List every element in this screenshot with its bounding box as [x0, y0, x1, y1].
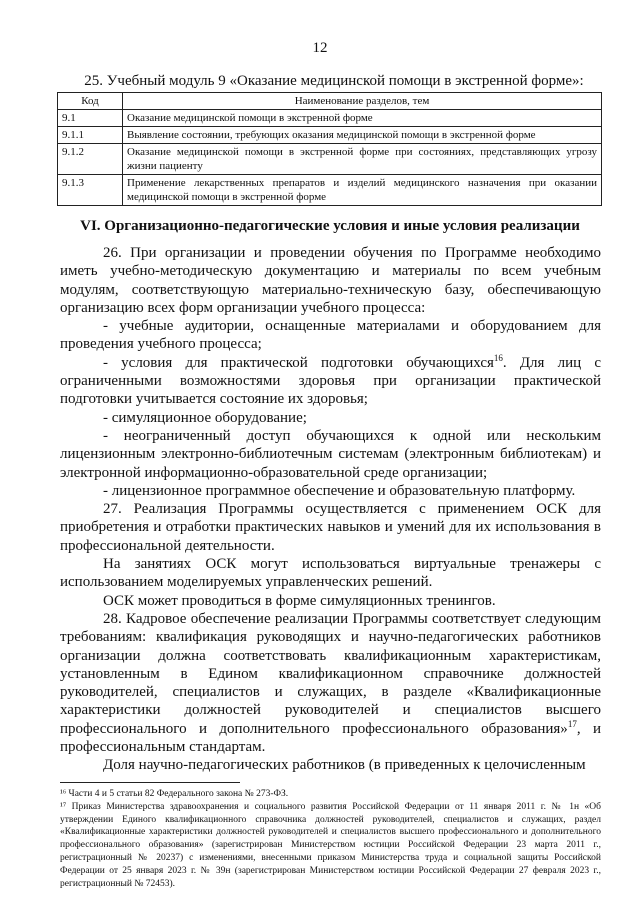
paragraph-28 — [60, 610, 601, 756]
list-item: - учебные аудитории, оснащенные материалами и оборудованием для проведения учебного процесса; — [60, 318, 601, 353]
row-code: 9.1.1 — [58, 127, 123, 144]
footnotes — [60, 788, 601, 890]
table-header-row — [58, 93, 602, 110]
footnote-17: ¹⁷ Приказ Министерства здравоохранения и социального развития Российской Федерации от 11 января 2011 г. № 1н «Об утверждении Единого квалификационного справочника должностей руководителей, специалистов и служащих, раздел «Квалификационные характеристики должностей руководителей и специалистов высшего профессионального и дополнительного профессионального образования» (зарегистрирован Министерством юстиции Российской Федерации 23 марта 2011 г., регистрационный № 20237) с изменениями, внесенными приказом Министерства труда и социальной защиты Российской Федерации от 25 января 2023 г. № 39н (зарегистрирован Министерством юстиции Российской Федерации 27 февраля 2023 г., регистрационный № 72453). — [60, 801, 601, 889]
row-name: Применение лекарственных препаратов и изделий медицинского назначения при оказании медицинской помощи в экстренной форме — [123, 175, 602, 206]
paragraph-text: , и профессиональным стандартам. — [60, 720, 602, 756]
row-code: 9.1.2 — [58, 144, 123, 175]
footnote-ref-17[interactable]: 17 — [567, 718, 577, 729]
row-name: Оказание медицинской помощи в экстренной форме — [123, 110, 602, 127]
footnote-16: ¹⁶ Части 4 и 5 статьи 82 Федерального закона № 273-ФЗ. — [60, 789, 289, 799]
column-header-name: Наименование разделов, тем — [123, 93, 602, 110]
list-item-text: - условия для практической подготовки обучающихся — [103, 354, 494, 371]
paragraph-text: 28. Кадровое обеспечение реализации Программы соответствует следующим требованиям: квалификация руководящих и научно-педагогических работников организации должна соответствовать квалификационным характеристикам, установленным в Едином квалификационном справочнике должностей руководителей, специалистов и служащих, в разделе «Квалификационные характеристики должностей руководителей и специалистов высшего профессионального и дополнительного профессионального образования» — [60, 610, 601, 737]
section-heading: VI. Организационно-педагогические условия и иные условия реализации — [80, 218, 580, 234]
footnote-divider — [60, 782, 240, 783]
module-title: 25. Учебный модуль 9 «Оказание медицинской помощи в экстренной форме»: — [84, 73, 584, 89]
body-text — [60, 244, 601, 775]
column-header-code: Код — [58, 93, 123, 110]
row-code: 9.1.3 — [58, 175, 123, 206]
list-item: - лицензионное программное обеспечение и образовательную платформу. — [103, 482, 576, 499]
paragraph-27: 27. Реализация Программы осуществляется с применением ОСК для приобретения и отработки практических навыков и умений для их использования в профессиональной деятельности. — [60, 501, 601, 554]
paragraph-26: 26. При организации и проведении обучения по Программе необходимо иметь учебно-методическую документацию и материалы по всем учебным модулям, соответствующую материально-техническую базу, обеспечивающую организацию всех форм организации учебного процесса: — [60, 245, 601, 316]
list-item: - неограниченный доступ обучающихся к одной или нескольким лицензионным электронно-библиотечным системам (электронным библиотекам) и электронной информационно-образовательной среде организации; — [60, 427, 601, 481]
paragraph-27-simulators: На занятиях ОСК могут использоваться виртуальные тренажеры с использованием моделируемых управленческих решений. — [60, 556, 601, 591]
footnote-ref-16[interactable]: 16 — [493, 352, 503, 363]
table-row — [58, 127, 602, 144]
paragraph-27-trainings: ОСК может проводиться в форме симуляционных тренингов. — [103, 592, 496, 609]
module-sections-table — [57, 92, 602, 206]
table-row — [58, 110, 602, 127]
row-code: 9.1 — [58, 110, 123, 127]
list-item: - симуляционное оборудование; — [103, 409, 307, 426]
table-row — [58, 175, 602, 206]
list-item — [60, 354, 601, 409]
page-number: 12 — [312, 40, 328, 56]
row-name: Оказание медицинской помощи в экстренной форме при состояниях, представляющих угрозу жизни пациенту — [123, 144, 602, 175]
table-row — [58, 144, 602, 175]
list-item-text: . Для лиц с ограниченными возможностями здоровья при организации практической подготовки учитывается состояние их здоровья; — [60, 354, 601, 408]
row-name: Выявление состоянии, требующих оказания медицинской помощи в экстренной форме — [123, 127, 602, 144]
paragraph-29: Доля научно-педагогических работников (в приведенных к целочисленным — [103, 757, 586, 774]
